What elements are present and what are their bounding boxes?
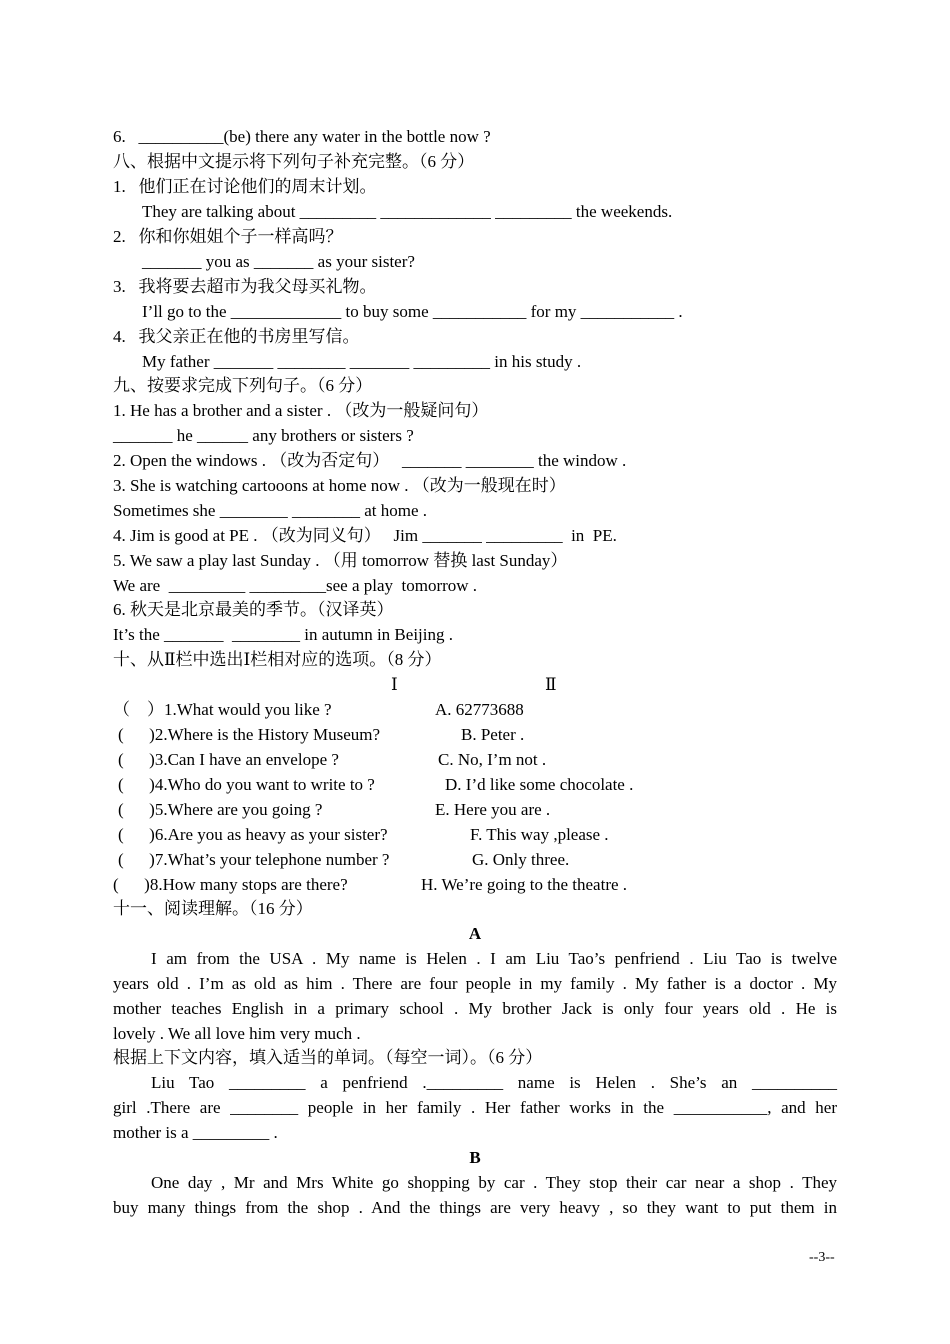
section-8-heading: 八、根据中文提示将下列句子补充完整。（6 分）: [113, 152, 475, 171]
passage-b-line: One day , Mr and Mrs White go shopping by car . They stop their car near a shop . They: [151, 1173, 837, 1192]
passage-a-instruction: 根据上下文内容，填入适当的单词。（每空一词）。（6 分）: [113, 1048, 543, 1067]
match-answer: D. I’d like some chocolate .: [445, 775, 634, 794]
match-question: ( )4.Who do you want to write to ?: [118, 775, 375, 794]
passage-a-title: A: [468, 924, 482, 943]
match-question: ( )7.What’s your telephone number ?: [118, 850, 390, 869]
page-number: --3--: [809, 1250, 835, 1265]
sec9-line: 3. She is watching cartooons at home now . （改为一般现在时）: [113, 476, 566, 495]
match-question: ( )5.Where are you going ?: [118, 800, 323, 819]
match-question: ( )2.Where is the History Museum?: [118, 725, 381, 744]
sec9-line: 6. 秋天是北京最美的季节。（汉译英）: [113, 600, 394, 619]
match-answer: A. 62773688: [435, 700, 524, 719]
match-answer: F. This way ,please .: [470, 825, 609, 844]
sec8-item-2-cn: 2. 你和你姐姐个子一样高吗？: [113, 227, 343, 246]
sec8-item-3-en: I’ll go to the _____________ to buy some ___________ for my ___________ .: [142, 302, 683, 321]
column-1-header: Ⅰ: [391, 675, 398, 694]
passage-a-line: I am from the USA . My name is Helen . I am Liu Tao’s penfriend . Liu Tao is twelve: [151, 949, 837, 968]
column-2-header: Ⅱ: [545, 675, 557, 694]
question-7-6: 6. __________(be) there any water in the bottle now ?: [113, 127, 491, 146]
sec8-item-2-en: _______ you as _______ as your sister?: [142, 252, 415, 271]
match-answer: H. We’re going to the theatre .: [421, 875, 628, 894]
sec9-line: _______ he ______ any brothers or sisters ?: [113, 426, 414, 445]
sec9-line: Sometimes she ________ ________ at home .: [113, 501, 428, 520]
match-question: ( )3.Can I have an envelope ?: [118, 750, 339, 769]
sec9-line: It’s the _______ ________ in autumn in Beijing .: [113, 625, 453, 644]
sec8-item-1-en: They are talking about _________ _____________ _________ the weekends.: [142, 202, 673, 221]
sec9-line: We are _________ _________see a play tomorrow .: [113, 576, 478, 595]
sec8-item-4-cn: 4. 我父亲正在他的书房里写信。: [113, 327, 360, 346]
match-question: ( )6.Are you as heavy as your sister?: [118, 825, 388, 844]
match-answer: B. Peter .: [461, 725, 525, 744]
passage-b-title: B: [469, 1148, 481, 1167]
section-10-heading: 十、从Ⅱ栏中选出Ⅰ栏相对应的选项。（8 分）: [113, 650, 442, 669]
passage-a-line: lovely . We all love him very much .: [113, 1024, 361, 1043]
match-answer: G. Only three.: [472, 850, 570, 869]
passage-a-line: mother teaches English in a primary school . My brother Jack is only four years old . He is: [113, 999, 837, 1018]
match-question: ( )8.How many stops are there?: [113, 875, 348, 894]
sec9-line: 2. Open the windows . （改为否定句） _______ ________ the window .: [113, 451, 627, 470]
passage-a-line: years old . I’m as old as him . There are four people in my family . My father is a doctor . My: [113, 974, 837, 993]
sec8-item-3-cn: 3. 我将要去超市为我父母买礼物。: [113, 277, 377, 296]
sec8-item-4-en: My father _______ ________ _______ _________ in his study .: [142, 352, 582, 371]
section-11-heading: 十一、阅读理解。（16 分）: [113, 899, 313, 918]
match-answer: E. Here you are .: [435, 800, 551, 819]
sec9-line: 5. We saw a play last Sunday . （用 tomorrow 替换 last Sunday）: [113, 551, 568, 570]
match-question: （ ）1.What would you like ?: [113, 700, 332, 719]
passage-b-line: buy many things from the shop . And the things are very heavy , so they want to put them in: [113, 1198, 837, 1217]
sec8-item-1-cn: 1. 他们正在讨论他们的周末计划。: [113, 177, 377, 196]
sec9-line: 4. Jim is good at PE . （改为同义句） Jim _______ _________ in PE.: [113, 526, 617, 545]
sec9-line: 1. He has a brother and a sister . （改为一般疑问句）: [113, 401, 489, 420]
passage-a-fill-line: girl .There are ________ people in her family . Her father works in the ___________, and her: [113, 1098, 837, 1117]
passage-a-fill-line: Liu Tao _________ a penfriend ._________ name is Helen . She’s an __________: [151, 1073, 837, 1092]
match-answer: C. No, I’m not .: [438, 750, 547, 769]
passage-a-fill-line: mother is a _________ .: [113, 1123, 278, 1142]
section-9-heading: 九、按要求完成下列句子。（6 分）: [113, 376, 373, 395]
